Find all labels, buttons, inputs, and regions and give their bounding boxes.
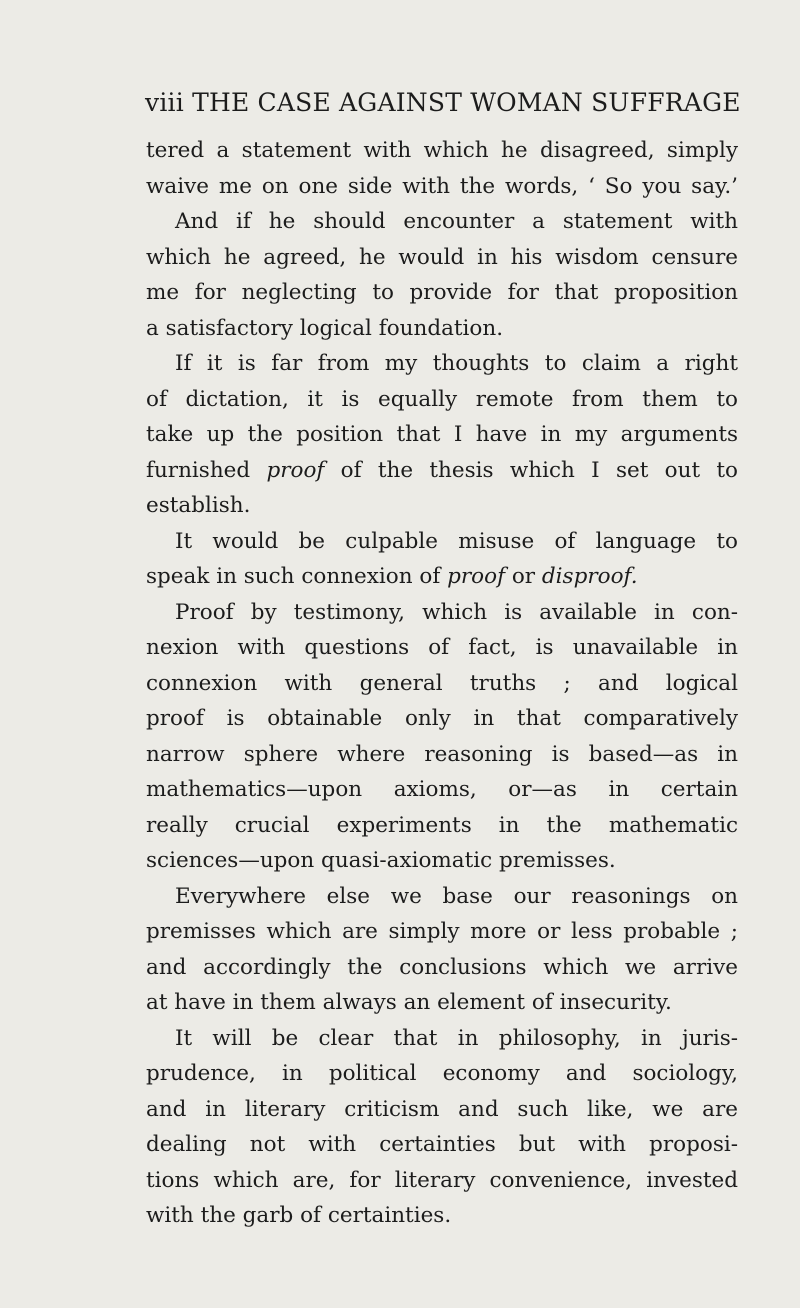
text-line: nexion with questions of fact, is unavailable in: [146, 635, 738, 660]
italic-text: disproof.: [541, 564, 638, 589]
text-line: narrow sphere where reasoning is based—as in: [146, 741, 738, 767]
text-line: which he agreed, he would in his wisdom censure: [146, 244, 738, 270]
text-line: mathematics—upon axioms, or—as in certain: [146, 777, 738, 802]
text-line: [146, 453, 738, 489]
text-line: and in literary criticism and such like, we are: [146, 1096, 738, 1122]
text-line: with the garb of certainties.: [146, 1203, 452, 1228]
text-line: premisses which are simply more or less probable ;: [146, 919, 738, 944]
text-line: sciences—upon quasi-axiomatic premisses.: [146, 848, 616, 873]
text-line: waive me on one side with the words, ‘ So you say.’: [146, 173, 738, 199]
running-title: THE CASE AGAINST WOMAN SUFFRAGE: [192, 88, 741, 117]
text-line: Everywhere else we base our reasonings on: [175, 883, 738, 909]
italic-text: proof: [266, 457, 325, 483]
text-segment: or: [505, 564, 542, 589]
text-line: [146, 559, 738, 595]
text-line: And if he should encounter a statement with: [175, 209, 738, 234]
text-segment: speak in such connexion of: [146, 564, 448, 589]
text-line: a satisfactory logical foundation.: [146, 315, 504, 341]
text-segment: of the thesis which I set out to: [324, 457, 738, 483]
body-text: [146, 133, 738, 1234]
text-line: at have in them always an element of insecurity.: [146, 990, 672, 1015]
text-line: dealing not with certainties but with proposi-: [146, 1132, 738, 1157]
text-line: take up the position that I have in my arguments: [146, 422, 738, 447]
text-line: really crucial experiments in the mathematic: [146, 812, 738, 838]
text-line: It will be clear that in philosophy, in juris-: [175, 1025, 738, 1051]
text-line: If it is far from my thoughts to claim a right: [175, 351, 738, 376]
page-number: viii: [145, 88, 184, 117]
text-line: tered a statement with which he disagreed, simply: [146, 138, 738, 163]
text-line: Proof by testimony, which is available in con-: [175, 599, 738, 625]
text-line: establish.: [146, 493, 251, 518]
text-line: prudence, in political economy and sociology,: [146, 1061, 738, 1086]
text-line: connexion with general truths ; and logical: [146, 670, 738, 696]
text-line: me for neglecting to provide for that proposition: [146, 280, 738, 305]
text-line: It would be culpable misuse of language to: [175, 528, 738, 554]
text-segment: furnished: [146, 457, 267, 483]
text-line: of dictation, it is equally remote from them to: [146, 386, 738, 412]
italic-text: proof: [447, 564, 506, 589]
text-line: proof is obtainable only in that comparatively: [146, 706, 738, 731]
text-line: tions which are, for literary convenience, invested: [146, 1167, 738, 1193]
text-line: and accordingly the conclusions which we arrive: [146, 954, 738, 980]
running-head: [145, 88, 741, 117]
